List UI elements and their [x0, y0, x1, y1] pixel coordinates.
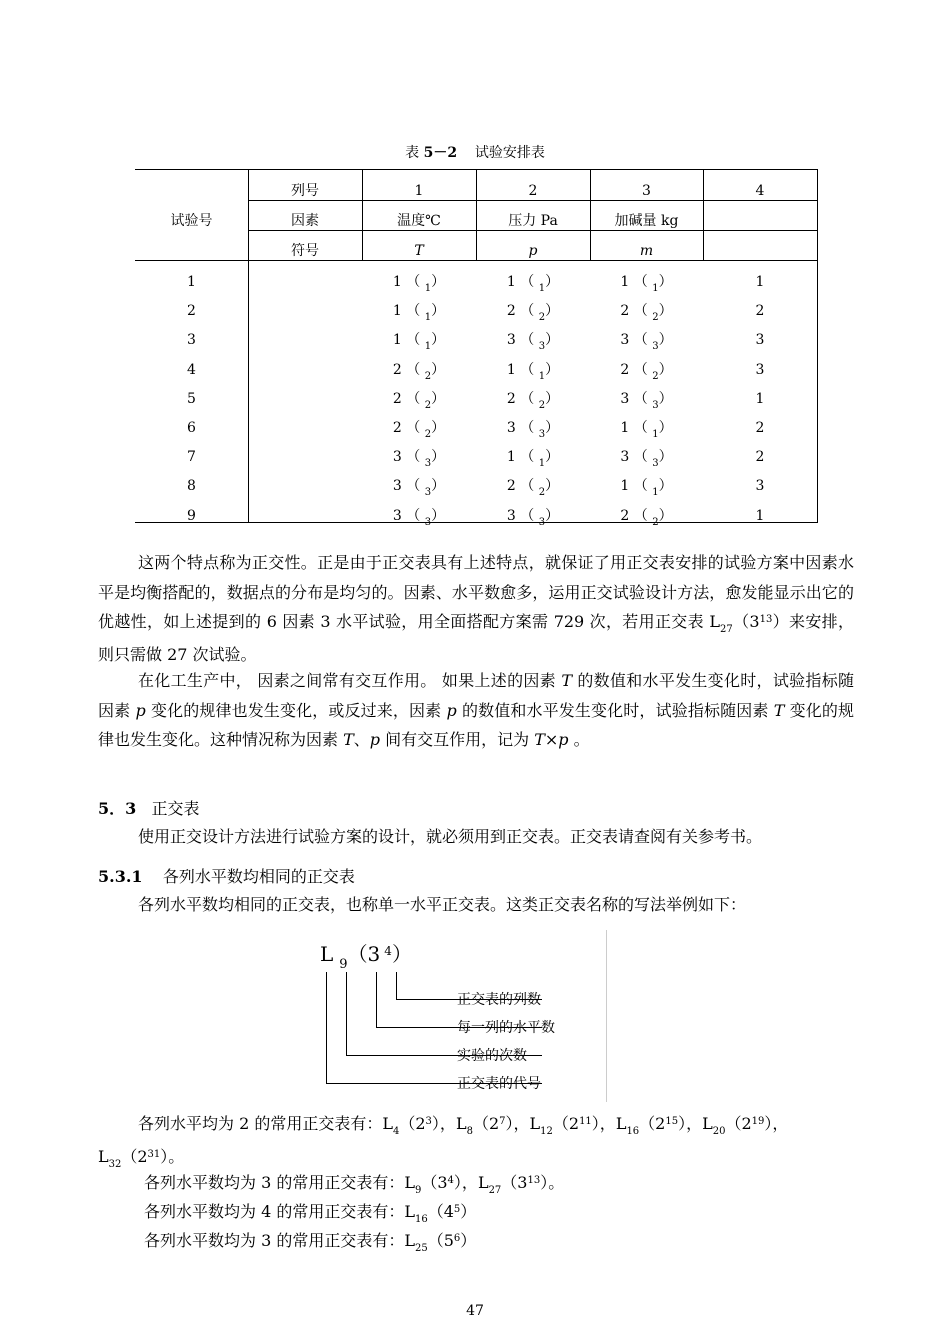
paren: ） — [545, 449, 560, 466]
col-symbol: T — [414, 243, 424, 259]
notation-L: L — [320, 942, 334, 966]
paren: ） — [545, 507, 560, 524]
tail-end: ）。 — [160, 1146, 185, 1166]
table-notation-L: L — [382, 1114, 393, 1133]
table-cell: 3 — [755, 478, 765, 495]
list4-prefix: 各列水平数均为 3 的常用正交表有： — [144, 1231, 405, 1250]
col-no: 3 — [642, 183, 651, 199]
level-sub: 3 — [538, 429, 546, 440]
paren: ） — [431, 507, 446, 524]
level-value: 2 — [392, 390, 402, 407]
table-cell: 3 — [755, 332, 765, 349]
paren: ） — [658, 303, 673, 320]
list1-items — [382, 1114, 789, 1137]
table-notation-L: L — [529, 1114, 541, 1133]
paren: ） — [658, 420, 673, 436]
level-value: 2 — [620, 303, 630, 320]
l4-end: ） — [460, 1231, 477, 1250]
table-notation-L: L — [615, 1114, 627, 1133]
paren: ） — [431, 332, 446, 349]
para1-text-a: 这两个特点称为正交性。正是由于正交表具有上述特点，就保证了用正交表安排的试验方案中因素水平是均衡搭配的，数据点的分布是均匀的。因素、水平数愈多，运用正交试验设计方法，愈发能显示出它的优越性，如上述提到的 6 因素 3 水平试验，用全面搭配方案需 729 次，若用正交表 L — [98, 553, 854, 631]
var-T: T — [561, 671, 572, 690]
table-cell: 3 — [755, 361, 765, 378]
level-value: 1 — [620, 420, 630, 436]
level-sub: 3 — [424, 458, 432, 470]
table-cell — [590, 331, 703, 351]
table-notation-end: ）。 — [540, 1173, 565, 1192]
paren: （ — [401, 507, 425, 524]
col-no: 2 — [528, 183, 538, 199]
level-sub: 2 — [424, 399, 432, 411]
paren: （ — [401, 274, 425, 290]
paren: （ — [515, 449, 539, 466]
paren: （ — [401, 449, 425, 466]
level-sub: 1 — [652, 283, 659, 294]
level-value: 1 — [392, 274, 402, 290]
paren: （ — [401, 478, 425, 495]
para1-mid: （3 — [732, 612, 760, 631]
para2-e: 变化的规律也发生变化。这种情况称为因素 — [98, 700, 854, 749]
paren: （ — [515, 361, 539, 378]
table-cell — [590, 507, 703, 527]
paren: （ — [515, 478, 539, 495]
paren: ） — [545, 390, 560, 407]
paren: ） — [431, 420, 446, 436]
paren: （ — [629, 390, 653, 407]
level-value: 3 — [620, 332, 630, 349]
subsection-heading — [98, 864, 355, 887]
table-notation-base: （2 — [472, 1114, 500, 1133]
l3-sub: 16 — [414, 1214, 428, 1225]
para2-c: 变化的规律也发生变化，或反过来，因素 — [145, 700, 447, 720]
paren: ） — [431, 303, 446, 320]
table-cell — [362, 302, 476, 322]
table-cell — [476, 419, 590, 439]
caption-title: 试验安排表 — [474, 145, 545, 161]
table-cell — [476, 507, 590, 527]
table-notation-base: （3 — [501, 1173, 528, 1192]
page-number: 47 — [466, 1303, 484, 1319]
level-sub: 3 — [538, 516, 546, 528]
table-cell: 2 — [755, 420, 765, 436]
table-cell — [590, 361, 703, 381]
para1-sub: 27 — [720, 624, 733, 635]
level-sub: 3 — [652, 341, 659, 353]
level-sub: 2 — [424, 370, 432, 382]
table-cell — [590, 302, 703, 322]
table-cell — [590, 419, 703, 439]
col-no: 1 — [414, 183, 424, 199]
list-level5 — [144, 1226, 854, 1259]
paragraph-interaction — [98, 666, 854, 755]
table-notation-sup: 11 — [579, 1116, 592, 1127]
section-body: 使用正交设计方法进行试验方案的设计，就必须用到正交表。正交表请查阅有关参考书。 — [138, 827, 763, 846]
notation-open: （3 — [347, 942, 381, 966]
table-cell — [476, 331, 590, 351]
label-code: 正交表的代号 — [457, 1076, 541, 1092]
paren: ） — [431, 390, 446, 407]
l3-L: L — [404, 1202, 415, 1221]
para2-f: 、 — [353, 730, 370, 749]
paren: ） — [431, 361, 446, 378]
table-notation-L: L — [702, 1114, 713, 1133]
table-cell — [476, 273, 590, 293]
level-sub: 3 — [538, 341, 546, 353]
paren: （ — [629, 274, 653, 290]
table-cell: 5 — [187, 390, 196, 407]
table-cell — [476, 302, 590, 322]
paragraph-orthogonality — [98, 548, 854, 669]
paren: ） — [431, 274, 446, 290]
table-cell — [362, 273, 476, 293]
paren: （ — [401, 303, 425, 320]
col-no: 4 — [755, 183, 765, 199]
header-label-factor: 因素 — [291, 213, 319, 229]
table-caption — [0, 142, 950, 162]
level-sub: 1 — [652, 487, 659, 499]
notation-sub: 9 — [339, 957, 348, 972]
table-notation-L: L — [477, 1173, 489, 1192]
list2-prefix: 各列水平数均为 3 的常用正交表有： — [144, 1173, 405, 1192]
paren: （ — [515, 332, 539, 349]
table-cell: 2 — [755, 449, 765, 466]
label-levels: 每一列的水平数 — [457, 1020, 555, 1036]
paren: （ — [515, 507, 539, 524]
para2-b: 的数值和水平发生变化时，试验指标随因素 — [98, 671, 854, 720]
row-header: 试验号 — [170, 213, 213, 229]
tail-sup: 31 — [147, 1148, 161, 1160]
list-level3 — [144, 1168, 854, 1201]
level-value: 1 — [392, 332, 402, 349]
table-notation-end: ）， — [764, 1114, 789, 1133]
table-cell — [590, 477, 703, 497]
para2-g: 间有交互作用，记为 — [380, 730, 535, 749]
table-cell: 2 — [755, 303, 765, 320]
paren: ） — [431, 449, 446, 466]
table-notation-sup: 4 — [447, 1175, 454, 1186]
table-cell — [476, 448, 590, 468]
level-sub: 2 — [538, 312, 546, 324]
l3-sup: 5 — [453, 1204, 461, 1215]
paren: （ — [515, 420, 539, 436]
para1-sup: 13 — [759, 614, 773, 625]
table-cell — [362, 477, 476, 497]
table-notation-base: （3 — [421, 1173, 448, 1192]
paren: （ — [629, 507, 653, 524]
paren: ） — [658, 274, 673, 290]
table-cell — [362, 331, 476, 351]
list3-prefix: 各列水平数均为 4 的常用正交表有： — [144, 1202, 405, 1221]
level-value: 1 — [506, 449, 516, 466]
table-cell — [590, 390, 703, 410]
paren: （ — [629, 303, 653, 320]
caption-number: 5－2 — [423, 145, 458, 161]
table-notation-sub: 4 — [392, 1126, 400, 1137]
paren: ） — [431, 478, 446, 495]
level-sub: 2 — [424, 429, 432, 440]
table-notation-base: （2 — [552, 1114, 580, 1133]
table-notation-L: L — [404, 1173, 415, 1192]
table-notation-sub: 20 — [712, 1126, 726, 1137]
table-cell: 9 — [187, 507, 196, 524]
table-cell: 4 — [187, 361, 196, 378]
col-factor: 温度℃ — [397, 213, 441, 229]
l3-end: ） — [460, 1202, 477, 1221]
var-p: p — [558, 730, 569, 749]
tail-sub: 32 — [108, 1158, 122, 1170]
level-value: 3 — [506, 420, 516, 436]
level-value: 1 — [506, 274, 516, 290]
table-cell: 6 — [187, 420, 196, 436]
level-value: 2 — [620, 361, 630, 378]
list-level2 — [98, 1109, 854, 1174]
level-value: 1 — [620, 274, 630, 290]
var-p: p — [135, 700, 146, 720]
var-p: p — [446, 700, 457, 720]
table-cell: 1 — [755, 390, 765, 407]
paren: （ — [629, 332, 653, 349]
level-sub: 2 — [652, 370, 659, 382]
table-notation-base: （2 — [725, 1114, 752, 1133]
para1-text-b: ）来安排，则只需做 27 次试验。 — [98, 612, 854, 664]
paren: ） — [658, 332, 673, 349]
level-value: 2 — [506, 303, 516, 320]
table-notation-sup: 15 — [665, 1116, 679, 1127]
var-T: T — [773, 700, 785, 720]
paren: （ — [515, 390, 539, 407]
table-notation-sub: 9 — [414, 1185, 422, 1196]
times-sign: × — [544, 730, 559, 749]
subsection-text — [98, 890, 854, 920]
paren: （ — [629, 449, 653, 466]
table-notation-sub: 27 — [488, 1185, 502, 1196]
paren: （ — [629, 478, 653, 495]
paren: ） — [545, 332, 560, 349]
paren: ） — [545, 274, 560, 290]
l4-L: L — [404, 1231, 415, 1250]
level-value: 3 — [392, 507, 402, 524]
section-text — [98, 822, 854, 852]
col-factor: 加碱量 kg — [614, 213, 679, 229]
paren: （ — [629, 420, 653, 436]
tail-L: L — [98, 1146, 109, 1166]
header-label-symbol: 符号 — [291, 243, 319, 259]
table-cell — [476, 361, 590, 381]
level-sub: 1 — [538, 458, 546, 470]
para2-a: 在化工生产中， 因素之间常有交互作用。 如果上述的因素 — [138, 671, 562, 690]
table-cell: 1 — [187, 274, 196, 290]
l3-base: （4 — [427, 1202, 454, 1221]
para2-h: 。 — [568, 730, 590, 749]
tail-base: （2 — [121, 1146, 148, 1166]
table-notation-base: （2 — [399, 1114, 426, 1133]
section-number: 5．3 — [98, 799, 137, 818]
table-notation-sup: 7 — [499, 1116, 506, 1127]
level-value: 2 — [392, 420, 402, 436]
paren: ） — [658, 361, 673, 378]
var-T: T — [534, 730, 545, 749]
table-notation-end: ）， — [505, 1114, 530, 1133]
table-notation-base: （2 — [639, 1114, 666, 1133]
paren: ） — [545, 303, 560, 320]
list2-items — [404, 1173, 565, 1196]
level-value: 3 — [506, 507, 516, 524]
paren: （ — [629, 361, 653, 378]
table-cell — [476, 390, 590, 410]
table-cell — [362, 390, 476, 410]
table-notation-sup: 13 — [527, 1175, 541, 1186]
table-notation-sub: 16 — [626, 1126, 640, 1137]
orthogonal-table-notation-diagram — [310, 930, 610, 1105]
level-sub: 1 — [652, 429, 659, 440]
level-value: 2 — [620, 507, 630, 524]
level-value: 1 — [506, 361, 516, 378]
level-value: 2 — [392, 361, 402, 378]
level-sub: 2 — [538, 399, 546, 411]
table-notation-sup: 19 — [751, 1116, 765, 1127]
paren: ） — [658, 507, 673, 524]
table-cell: 7 — [187, 449, 196, 466]
paren: ） — [545, 361, 560, 378]
level-sub: 1 — [538, 370, 546, 382]
table-cell: 2 — [187, 303, 196, 320]
level-sub: 1 — [424, 312, 432, 324]
table-cell: 8 — [187, 478, 196, 495]
level-value: 2 — [506, 390, 516, 407]
table-cell — [590, 448, 703, 468]
table-notation-end: ）， — [591, 1114, 616, 1133]
notation-formula — [320, 938, 412, 972]
level-sub: 3 — [652, 458, 659, 470]
list1-prefix: 各列水平均为 2 的常用正交表有： — [138, 1114, 383, 1133]
table-notation-sub: 12 — [540, 1126, 553, 1137]
level-sub: 1 — [538, 283, 546, 294]
table-notation-end: ）， — [431, 1114, 456, 1133]
table-notation-L: L — [455, 1114, 467, 1133]
para2-d: 的数值和水平发生变化时，试验指标随因素 — [456, 700, 774, 720]
notation-close: ） — [391, 942, 412, 966]
level-value: 3 — [392, 449, 402, 466]
caption-prefix: 表 — [405, 145, 420, 161]
table-cell — [590, 273, 703, 293]
paren: （ — [401, 332, 425, 349]
level-sub: 2 — [652, 312, 659, 324]
table-notation-end: ）， — [453, 1173, 478, 1192]
section-heading — [98, 796, 200, 819]
level-value: 2 — [506, 478, 516, 495]
paren: ） — [545, 420, 560, 436]
notation-sup: 4 — [384, 944, 392, 958]
table-cell: 1 — [755, 507, 765, 524]
level-value: 1 — [392, 303, 402, 320]
col-symbol: p — [528, 243, 538, 259]
level-sub: 1 — [424, 283, 432, 294]
label-runs: 实验的次数 — [457, 1048, 527, 1064]
col-symbol: m — [639, 243, 654, 259]
table-cell — [362, 507, 476, 527]
level-sub: 2 — [538, 487, 546, 499]
table-notation-sup: 3 — [425, 1116, 432, 1127]
subsection-title: 各列水平数均相同的正交表 — [162, 867, 355, 886]
level-value: 3 — [392, 478, 402, 495]
paren: ） — [658, 478, 673, 495]
subsection-number: 5.3.1 — [98, 867, 143, 886]
section-title: 正交表 — [151, 799, 200, 818]
paren: （ — [401, 361, 425, 378]
level-sub: 2 — [652, 516, 659, 528]
level-sub: 3 — [424, 516, 432, 528]
experiment-table — [135, 169, 818, 528]
l4-sup: 6 — [453, 1233, 461, 1244]
table-cell — [362, 448, 476, 468]
paren: ） — [545, 478, 560, 495]
table-cell — [476, 477, 590, 497]
list-level4 — [144, 1197, 854, 1230]
l4-base: （5 — [427, 1231, 454, 1250]
table-cell: 3 — [187, 332, 196, 349]
paren: ） — [658, 449, 673, 466]
subsection-body: 各列水平数均相同的正交表，也称单一水平正交表。这类正交表名称的写法举例如下： — [138, 895, 747, 914]
paren: ） — [658, 390, 673, 407]
var-p: p — [369, 730, 381, 749]
paren: （ — [401, 420, 425, 436]
table-cell — [362, 419, 476, 439]
level-sub: 3 — [652, 399, 659, 411]
col-factor: 压力 Pa — [508, 213, 558, 229]
l4-sub: 25 — [414, 1243, 428, 1254]
table-notation-sub: 8 — [466, 1126, 473, 1137]
table-cell: 1 — [755, 274, 765, 290]
level-sub: 1 — [424, 341, 432, 353]
paren: （ — [515, 274, 539, 290]
label-columns: 正交表的列数 — [457, 992, 541, 1008]
paren: （ — [401, 390, 425, 407]
table-notation-end: ）， — [678, 1114, 703, 1133]
level-sub: 3 — [424, 487, 432, 499]
header-label-no: 列号 — [291, 183, 319, 199]
level-value: 1 — [620, 478, 630, 495]
paren: （ — [515, 303, 539, 320]
table-cell — [362, 361, 476, 381]
level-value: 3 — [620, 390, 630, 407]
var-T: T — [343, 730, 354, 749]
level-value: 3 — [620, 449, 630, 466]
level-value: 3 — [506, 332, 516, 349]
